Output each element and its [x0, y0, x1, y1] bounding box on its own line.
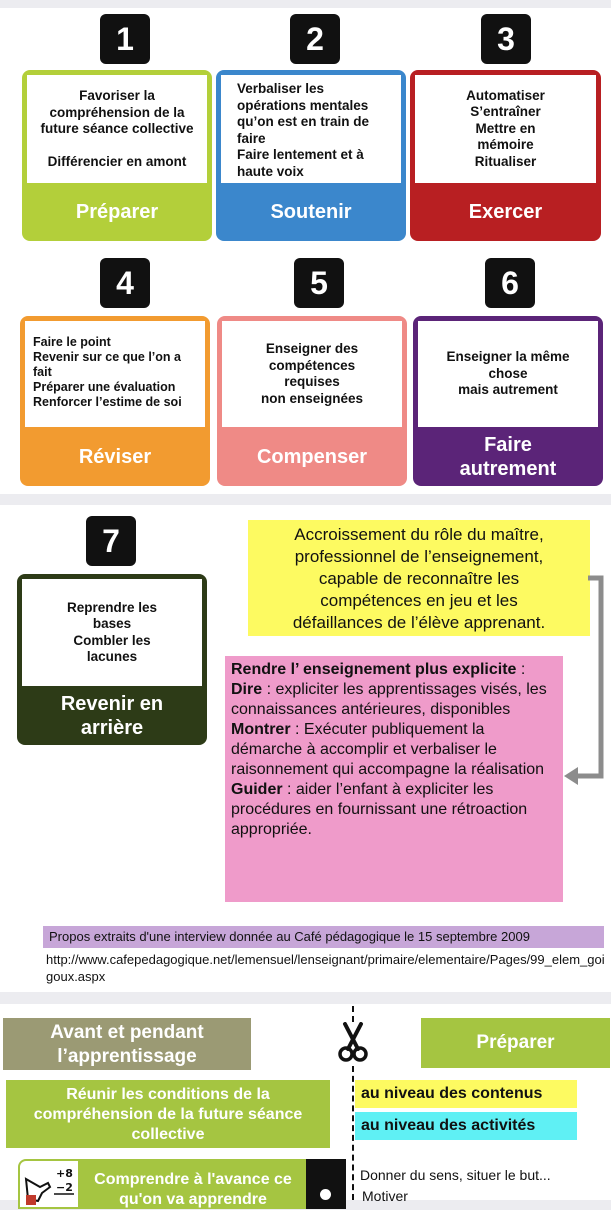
card-compenser — [217, 316, 407, 486]
card-line: fait — [33, 365, 52, 379]
card-line: compétences — [268, 357, 356, 373]
svg-text:−2: −2 — [56, 1181, 73, 1194]
card-line: Renforcer l’estime de soi — [33, 395, 182, 409]
card-faire-autrement — [413, 316, 603, 486]
number-badge-2: 2 — [290, 14, 340, 64]
box-line: Accroissement du rôle du maître, — [294, 525, 544, 544]
card-body — [418, 321, 598, 427]
card-body — [415, 75, 596, 183]
card-line: Reprendre les — [66, 599, 158, 615]
card-body — [221, 75, 401, 183]
card-line: non enseignées — [260, 390, 364, 406]
dashed-divider — [352, 1006, 354, 1022]
guider-paragraph: Guider : aider l’enfant à expliciter les procédures en fournissant une rétroaction appropriée. — [231, 781, 528, 838]
connector-arrow-icon — [560, 570, 608, 790]
card-exercer — [410, 70, 601, 241]
card-line: Enseigner des — [265, 341, 359, 356]
comprendre-icon-box — [18, 1159, 80, 1209]
svg-text:+8: +8 — [56, 1167, 73, 1180]
box-line: défaillances de l’élève apprenant. — [292, 613, 546, 632]
card-line: Combler les — [73, 632, 151, 648]
explicit-teaching-title: Rendre l’ enseignement plus explicite : — [231, 661, 526, 678]
card-line: Mettre en — [475, 120, 536, 136]
source-credit: Propos extraits d'une interview donnée au Café pédagogique le 15 septembre 2009 — [43, 926, 604, 948]
card-soutenir — [216, 70, 406, 241]
preparer-header: Préparer — [421, 1018, 610, 1068]
tag-contenus: au niveau des contenus — [355, 1080, 577, 1108]
card-label: Préparer — [75, 201, 159, 223]
dire-paragraph: Dire : expliciter les apprentissages visés, les connaissances antérieures, disponibles — [231, 681, 547, 718]
card-body — [222, 321, 402, 427]
number-badge-3: 3 — [481, 14, 531, 64]
card-revenir-en-arriere — [17, 574, 207, 745]
card-line: Favoriser la — [79, 88, 155, 103]
card-line: Préparer une évaluation — [33, 380, 176, 394]
card-line: faire — [237, 130, 266, 146]
number-badge-7: 7 — [86, 516, 136, 566]
tag-activites: au niveau des activités — [355, 1112, 577, 1140]
number-badge-6: 6 — [485, 258, 535, 308]
card-line: Faire lentement et à — [237, 147, 364, 162]
card-line: qu’on est en train de — [237, 114, 370, 129]
card-line: mais autrement — [458, 382, 558, 398]
card-line: future séance collective — [40, 121, 194, 136]
card-line: mémoire — [477, 137, 534, 153]
card-reviser — [20, 316, 210, 486]
teacher-role-box — [248, 520, 590, 636]
explicit-teaching-box — [225, 656, 563, 902]
card-line: Faire le point — [33, 335, 111, 349]
card-line: Différencier en amont — [47, 153, 187, 169]
bullet-line-1: Donner du sens, situer le but... — [360, 1167, 551, 1183]
bullet-marker-box — [306, 1159, 346, 1209]
card-line: bases — [92, 616, 132, 631]
bullet-dot-icon — [320, 1189, 331, 1200]
arithmetic-hand-icon — [20, 1161, 78, 1207]
box-line: compétences en jeu et les — [320, 591, 518, 610]
card-line: S’entraîner — [470, 104, 541, 120]
box-line: capable de reconnaître les — [318, 569, 520, 588]
number-badge-5: 5 — [294, 258, 344, 308]
card-body — [25, 321, 205, 427]
bullet-line-2: Motiver — [362, 1188, 408, 1204]
card-line: Revenir sur ce que l’on a — [33, 350, 181, 364]
card-label: Faire autrement — [459, 433, 557, 480]
number-badge-1: 1 — [100, 14, 150, 64]
card-line: opérations mentales — [237, 97, 369, 113]
comprendre-text: Comprendre à l'avance ce qu'on va apprendre — [94, 1171, 292, 1208]
card-body — [22, 579, 202, 686]
card-line: haute voix — [237, 163, 304, 179]
card-line: Verbaliser les — [237, 81, 325, 96]
before-during-learning-header: Avant et pendant l’apprentissage — [3, 1018, 251, 1070]
card-line: Enseigner la même — [446, 349, 570, 365]
card-preparer — [22, 70, 212, 241]
number-badge-4: 4 — [100, 258, 150, 308]
card-line: Ritualiser — [474, 153, 537, 169]
card-label: Compenser — [256, 445, 368, 468]
scissors-icon — [337, 1022, 369, 1062]
montrer-paragraph: Montrer : Exécuter publiquement la démarche à accomplir et verbaliser le raisonnement qui accompagne la réalisation — [231, 721, 545, 778]
card-body — [27, 75, 207, 183]
card-line: lacunes — [86, 649, 138, 664]
reunir-conditions-box: Réunir les conditions de la compréhension de la future séance collective — [6, 1080, 330, 1148]
card-label: Revenir en arrière — [60, 692, 164, 739]
source-url[interactable]: http://www.cafepedagogique.net/lemensuel/lenseignant/primaire/elementaire/Pages/99_elem_goigoux.aspx — [46, 952, 605, 984]
card-line: chose — [488, 365, 528, 381]
dashed-divider — [352, 1066, 354, 1200]
box-line: professionnel de l’enseignement, — [294, 547, 544, 566]
card-label: Réviser — [78, 445, 152, 468]
comprendre-box — [80, 1159, 306, 1209]
card-label: Soutenir — [270, 201, 352, 223]
card-line: compréhension de la — [49, 104, 185, 120]
card-line: requises — [284, 374, 340, 389]
card-line: Automatiser — [466, 87, 545, 103]
card-label: Exercer — [468, 201, 543, 223]
